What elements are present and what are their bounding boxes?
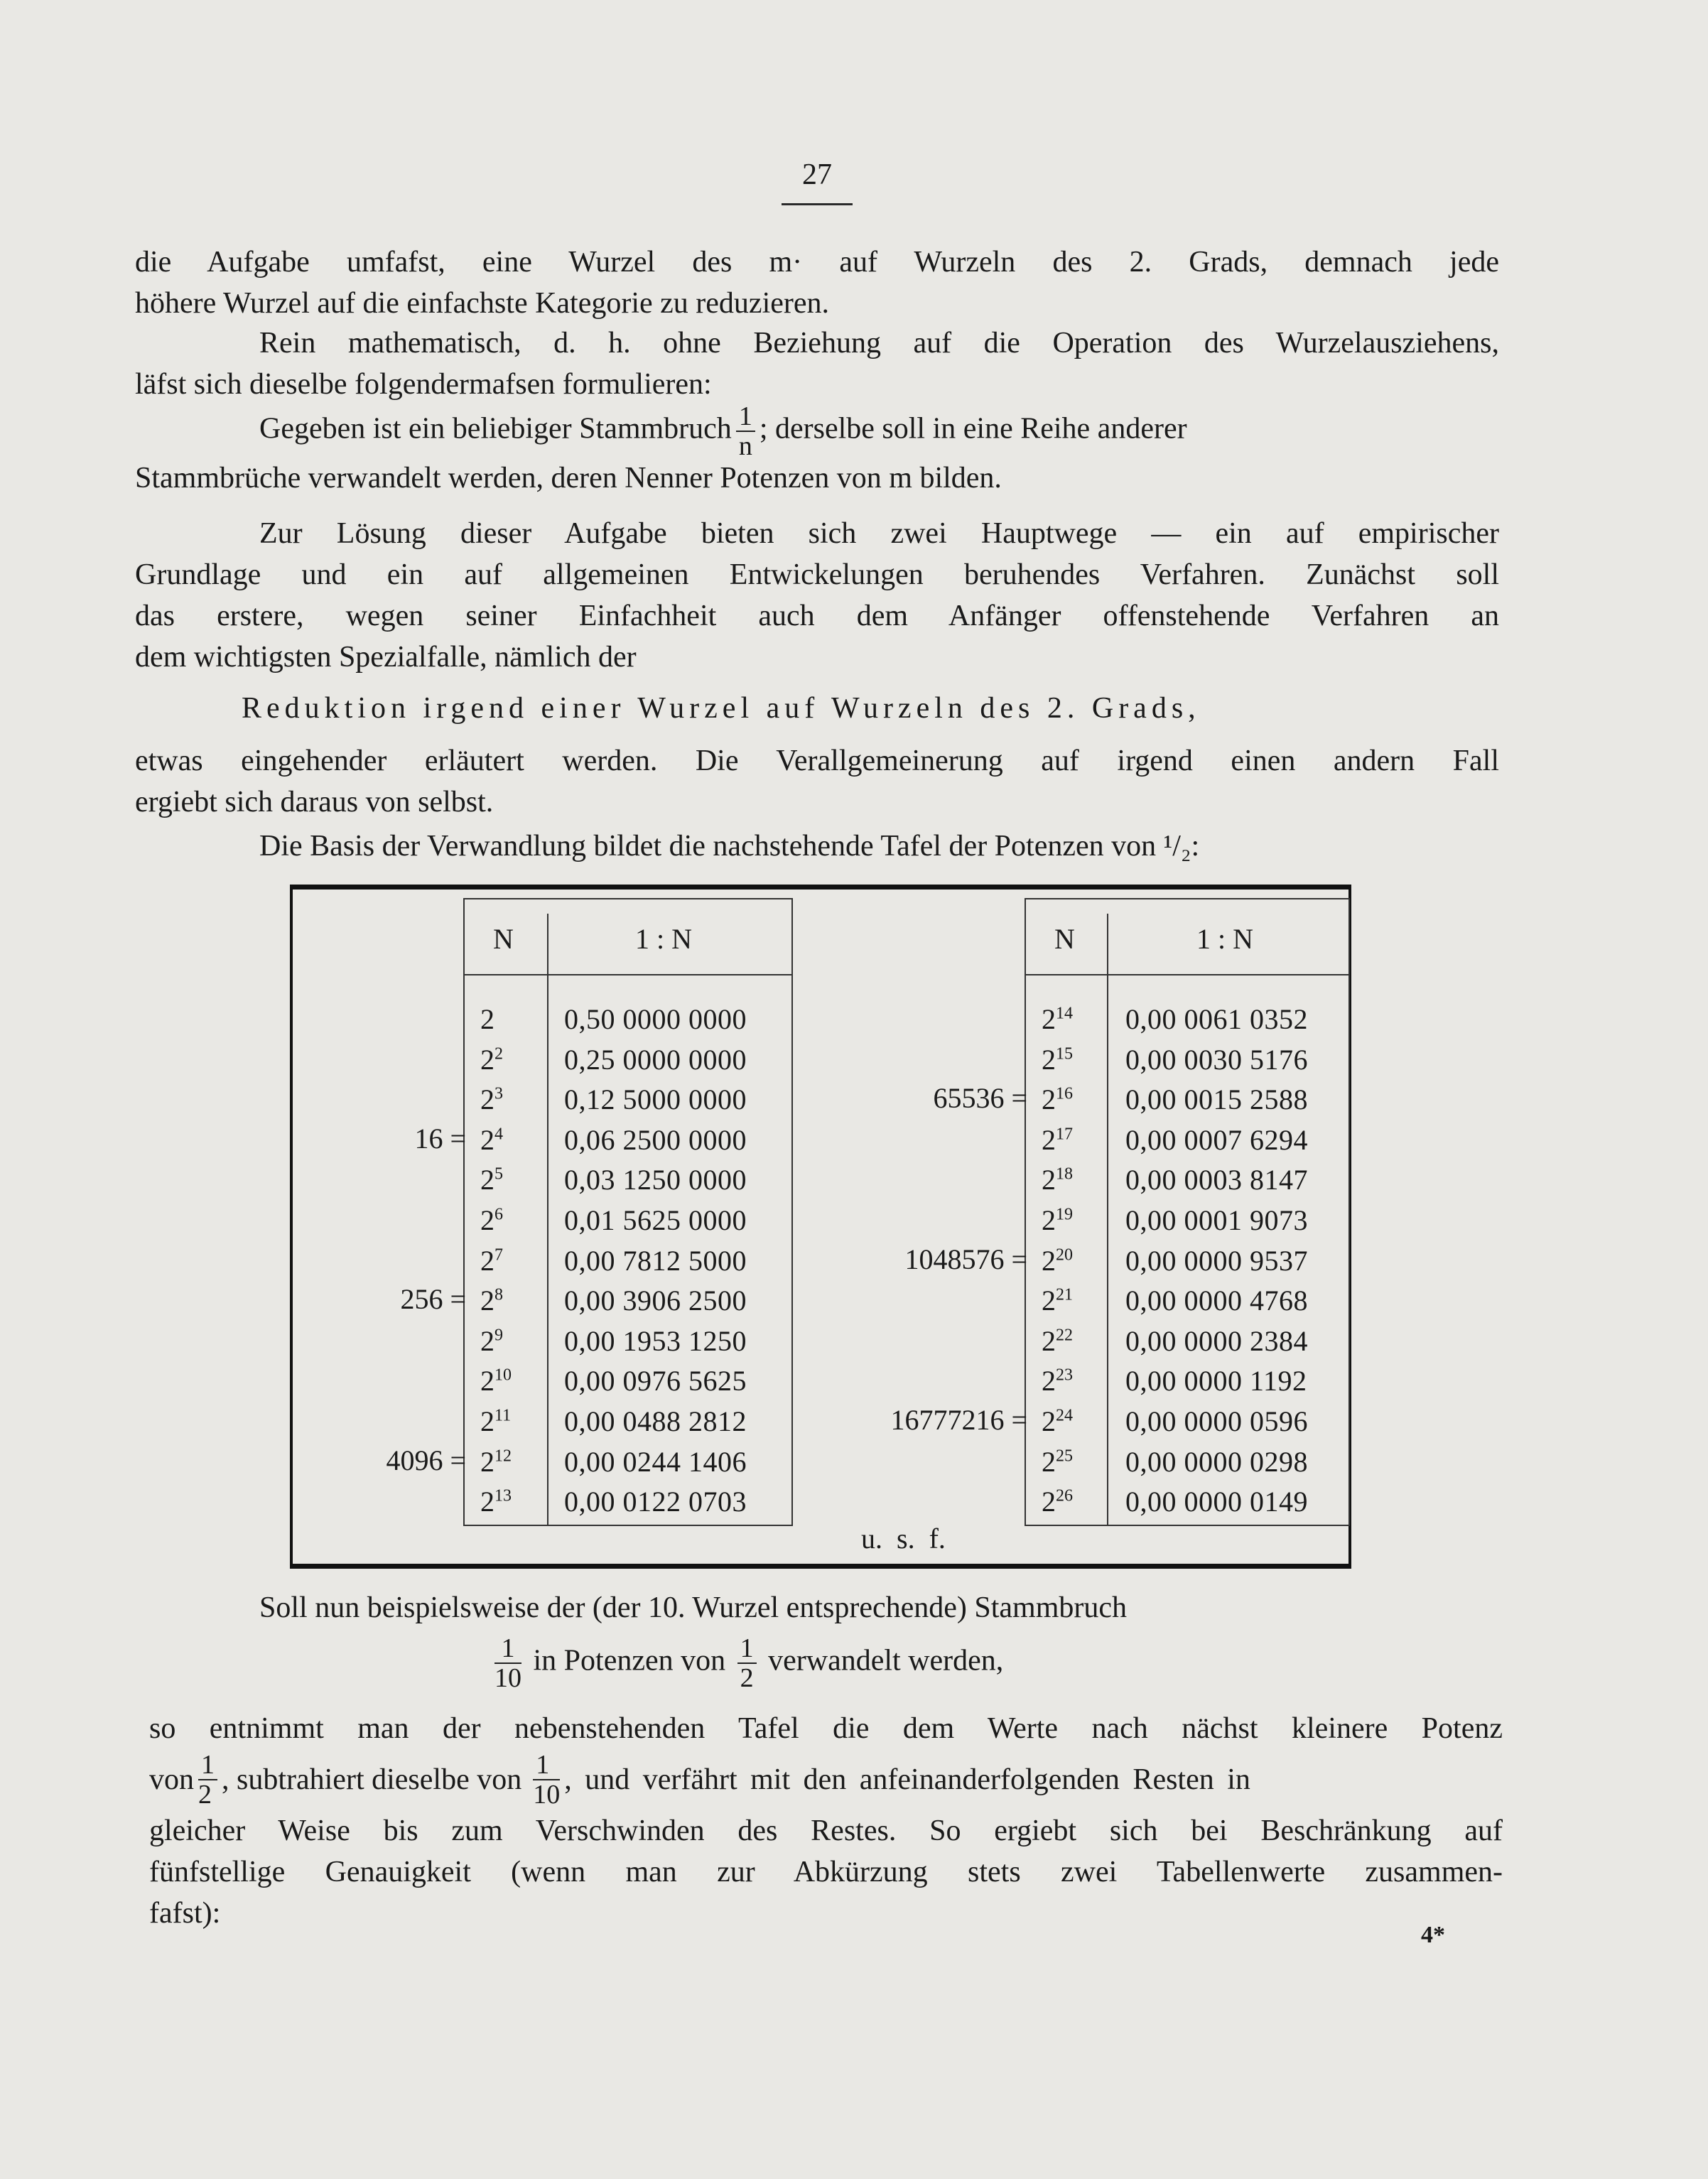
text-fragment: Die Basis der Verwandlung bildet die nachstehende Tafel der Potenzen von xyxy=(259,830,1164,863)
table-row xyxy=(1026,1043,1348,1083)
exponent: 6 xyxy=(494,1205,503,1224)
equality-label: 1048576 = xyxy=(904,1243,1027,1275)
table-row xyxy=(465,1405,791,1445)
text-line: so entnimmt man der nebenstehenden Tafel die dem Werte nach nächst kleinere Potenz xyxy=(149,1712,1503,1745)
reciprocal-value: 0,00 0030 5176 xyxy=(1125,1043,1308,1076)
table-row xyxy=(1026,1204,1348,1244)
signature-mark: 4* xyxy=(1421,1922,1445,1948)
paragraph-4 xyxy=(135,513,1499,678)
page-number-rule xyxy=(782,203,853,205)
exponent: 15 xyxy=(1056,1044,1073,1064)
fraction xyxy=(736,402,755,460)
power-cell: $2^{11}$ xyxy=(480,1405,512,1437)
text-fragment: in Potenzen von xyxy=(533,1644,726,1677)
text-line: fafst): xyxy=(149,1897,221,1930)
exponent: 10 xyxy=(494,1366,512,1385)
exponent: 19 xyxy=(1056,1205,1073,1224)
reciprocal-value: 0,00 0000 0149 xyxy=(1125,1486,1308,1518)
paragraph-7 xyxy=(135,1587,1499,1628)
paragraph-5 xyxy=(135,740,1499,823)
table-row xyxy=(465,1123,791,1164)
table-row xyxy=(465,1163,791,1204)
power-cell: $2^{20}$ xyxy=(1042,1244,1073,1277)
reciprocal-value: 0,00 7812 5000 xyxy=(564,1244,747,1277)
power-cell: $2^2$ xyxy=(480,1043,503,1076)
heading-text: Reduktion irgend einer Wurzel auf Wurzeln des 2. Grads, xyxy=(242,692,1201,725)
text-fragment: Gegeben ist ein beliebiger Stammbruch xyxy=(259,412,732,445)
table-row xyxy=(465,1284,791,1324)
table-row xyxy=(465,1204,791,1244)
text-line: ergiebt sich daraus von selbst. xyxy=(135,786,494,818)
text-line: Soll nun beispielsweise der (der 10. Wurzel entsprechende) Stammbruch xyxy=(259,1591,1128,1624)
exponent: 26 xyxy=(1056,1486,1073,1505)
power-cell: $2^3$ xyxy=(480,1083,503,1116)
exponent: 5 xyxy=(494,1165,503,1184)
power-cell: $2^{14}$ xyxy=(1042,1003,1073,1035)
power-cell: $2^{26}$ xyxy=(1042,1486,1073,1518)
paragraph-8 xyxy=(490,1634,1343,1705)
exponent: 22 xyxy=(1056,1326,1073,1345)
text-line xyxy=(135,826,1499,867)
table-row xyxy=(1026,1364,1348,1405)
table-row xyxy=(1026,1002,1348,1043)
table-row xyxy=(465,1485,791,1525)
fraction-numerator: 1 xyxy=(737,1634,757,1664)
reciprocal-value: 0,00 0122 0703 xyxy=(564,1486,747,1518)
text-fragment: ; derselbe soll in eine Reihe anderer xyxy=(759,412,1187,445)
exponent: 2 xyxy=(494,1044,503,1064)
reciprocal-value: 0,00 0000 1192 xyxy=(1125,1365,1307,1397)
table-row xyxy=(1026,1083,1348,1123)
table-row xyxy=(465,1043,791,1083)
power-cell: $2^5$ xyxy=(480,1164,503,1196)
exponent: 16 xyxy=(1056,1084,1073,1103)
equality-label: 16777216 = xyxy=(890,1404,1027,1436)
exponent: 11 xyxy=(494,1406,512,1425)
table-row xyxy=(465,1083,791,1123)
text-line xyxy=(135,401,1499,461)
reciprocal-value: 0,00 0000 0298 xyxy=(1125,1445,1308,1478)
fraction xyxy=(494,1634,521,1692)
reciprocal-value: 0,00 0061 0352 xyxy=(1125,1003,1308,1035)
powers-table xyxy=(290,885,1351,1569)
exponent: 9 xyxy=(494,1326,503,1345)
power-cell: $2^4$ xyxy=(480,1123,503,1156)
text-line: etwas eingehender erläutert werden. Die Verallgemeinerung auf irgend einen andern Fall xyxy=(135,745,1499,777)
exponent: 12 xyxy=(494,1447,512,1466)
power-cell: $2^{25}$ xyxy=(1042,1445,1073,1478)
table-row xyxy=(1026,1284,1348,1324)
fraction-denominator: 2 xyxy=(740,1663,754,1693)
power-cell: $2^9$ xyxy=(480,1324,503,1357)
header-n: N xyxy=(493,923,514,955)
table-row xyxy=(1026,1485,1348,1525)
exponent: 23 xyxy=(1056,1366,1073,1385)
power-cell: $2^{22}$ xyxy=(1042,1324,1073,1357)
fraction-denominator: 10 xyxy=(494,1663,521,1693)
reciprocal-value: 0,00 0488 2812 xyxy=(564,1405,747,1437)
reciprocal-value: 0,50 0000 0000 xyxy=(564,1003,747,1035)
table-row xyxy=(1026,1405,1348,1445)
power-cell: $2^{13}$ xyxy=(480,1486,512,1518)
paragraph-6 xyxy=(135,826,1499,867)
power-cell: $2^{23}$ xyxy=(1042,1365,1073,1397)
table-row xyxy=(1026,1445,1348,1486)
fraction xyxy=(198,1751,217,1809)
header-n: N xyxy=(1054,923,1075,955)
exponent: 21 xyxy=(1056,1285,1073,1304)
reciprocal-value: 0,00 1953 1250 xyxy=(564,1324,747,1357)
table-right-block xyxy=(1025,898,1350,1526)
equality-label: 256 = xyxy=(400,1283,466,1316)
text-line xyxy=(149,1749,1503,1810)
reciprocal-value: 0,01 5625 0000 xyxy=(564,1204,747,1236)
equality-label: 4096 = xyxy=(386,1444,466,1476)
reciprocal-value: 0,25 0000 0000 xyxy=(564,1043,747,1076)
power-cell: $2^{21}$ xyxy=(1042,1285,1073,1317)
table-row xyxy=(465,1244,791,1285)
header-reciprocal: 1 : N xyxy=(1196,923,1253,955)
exponent: 18 xyxy=(1056,1165,1073,1184)
paragraph-2 xyxy=(135,323,1499,405)
table-row xyxy=(1026,1163,1348,1204)
table-row xyxy=(465,1364,791,1405)
fraction-numerator: 1 xyxy=(736,402,755,432)
exponent: 3 xyxy=(494,1084,503,1103)
text-line: Zur Lösung dieser Aufgabe bieten sich zwei Hauptwege — ein auf empirischer xyxy=(259,517,1499,550)
reciprocal-value: 0,00 0001 9073 xyxy=(1125,1204,1308,1236)
fraction-numerator: 1 xyxy=(494,1634,521,1664)
power-cell: $2^{12}$ xyxy=(480,1445,512,1478)
text-line: Stammbrüche verwandelt werden, deren Nenner Potenzen von m bilden. xyxy=(135,462,1002,494)
reciprocal-value: 0,00 0000 4768 xyxy=(1125,1285,1308,1317)
reciprocal-value: 0,06 2500 0000 xyxy=(564,1123,747,1156)
reciprocal-value: 0,00 0003 8147 xyxy=(1125,1164,1308,1196)
table-row xyxy=(465,1002,791,1043)
text-line: die Aufgabe umfafst, eine Wurzel des m· auf Wurzeln des 2. Grads, demnach jede xyxy=(135,246,1499,279)
power-cell: $2^{17}$ xyxy=(1042,1123,1073,1156)
reciprocal-value: 0,00 0244 1406 xyxy=(564,1445,747,1478)
fraction-numerator: 1 xyxy=(533,1751,560,1780)
text-line: dem wichtigsten Spezialfalle, nämlich der xyxy=(135,641,637,674)
exponent: 25 xyxy=(1056,1447,1073,1466)
rows-left xyxy=(465,1002,791,1525)
reciprocal-value: 0,00 0007 6294 xyxy=(1125,1123,1308,1156)
text-line: Rein mathematisch, d. h. ohne Beziehung auf die Operation des Wurzelausziehens, xyxy=(259,327,1499,359)
fraction-half: ¹/₂: xyxy=(1163,830,1200,863)
power-cell: $2^7$ xyxy=(480,1244,503,1277)
reciprocal-value: 0,00 0976 5625 xyxy=(564,1365,747,1397)
paragraph-1 xyxy=(135,242,1499,324)
reciprocal-value: 0,00 0000 0596 xyxy=(1125,1405,1308,1437)
header-reciprocal: 1 : N xyxy=(635,923,692,955)
reciprocal-value: 0,00 0015 2588 xyxy=(1125,1083,1308,1116)
fraction xyxy=(737,1634,757,1692)
equality-label: 65536 = xyxy=(933,1082,1027,1115)
paragraph-9 xyxy=(149,1708,1503,1934)
exponent: 17 xyxy=(1056,1125,1073,1144)
power-cell: $2^8$ xyxy=(480,1285,503,1317)
text-line: höhere Wurzel auf die einfachste Kategorie zu reduzieren. xyxy=(135,287,830,320)
fraction-denominator: n xyxy=(738,431,752,461)
fraction xyxy=(533,1751,560,1809)
power-cell: 2 xyxy=(480,1003,494,1035)
power-cell: $2^{19}$ xyxy=(1042,1204,1073,1236)
text-line: fünfstellige Genauigkeit (wenn man zur Abkürzung stets zwei Tabellenwerte zusammen- xyxy=(149,1856,1503,1888)
power-cell: $2^{24}$ xyxy=(1042,1405,1073,1437)
text-fragment: verwandelt werden, xyxy=(768,1644,1004,1677)
fraction-numerator: 1 xyxy=(198,1751,217,1780)
reciprocal-value: 0,00 0000 2384 xyxy=(1125,1324,1308,1357)
table-row xyxy=(1026,1244,1348,1285)
table-row xyxy=(465,1445,791,1486)
paragraph-3 xyxy=(135,401,1499,499)
fraction-denominator: 10 xyxy=(533,1780,561,1810)
exponent: 4 xyxy=(494,1125,503,1144)
reciprocal-value: 0,00 3906 2500 xyxy=(564,1285,747,1317)
table-row xyxy=(465,1324,791,1365)
power-cell: $2^6$ xyxy=(480,1204,503,1236)
section-heading xyxy=(242,688,1449,729)
text-fragment: , subtrahiert dieselbe von xyxy=(222,1763,522,1796)
header-rule xyxy=(1026,974,1348,975)
fraction-denominator: 2 xyxy=(198,1780,212,1810)
exponent: 14 xyxy=(1056,1004,1073,1023)
reciprocal-value: 0,03 1250 0000 xyxy=(564,1164,747,1196)
power-cell: $2^{16}$ xyxy=(1042,1083,1073,1116)
exponent: 7 xyxy=(494,1245,503,1265)
exponent: 13 xyxy=(494,1486,512,1505)
table-left-block xyxy=(463,898,793,1526)
text-line: das erstere, wegen seiner Einfachheit auch dem Anfänger offenstehende Verfahren an xyxy=(135,600,1499,632)
exponent: 8 xyxy=(494,1285,503,1304)
equality-label: 16 = xyxy=(414,1122,466,1155)
power-cell: $2^{15}$ xyxy=(1042,1043,1073,1076)
exponent: 20 xyxy=(1056,1245,1073,1265)
text-line: läfst sich dieselbe folgendermafsen formulieren: xyxy=(135,368,712,401)
header-rule xyxy=(465,974,791,975)
reciprocal-value: 0,00 0000 9537 xyxy=(1125,1244,1308,1277)
text-fragment: von xyxy=(149,1763,194,1796)
table-footer: u. s. f. xyxy=(861,1523,946,1555)
table-row xyxy=(1026,1324,1348,1365)
power-cell: $2^{18}$ xyxy=(1042,1164,1073,1196)
reciprocal-value: 0,12 5000 0000 xyxy=(564,1083,747,1116)
text-line: Grundlage und ein auf allgemeinen Entwickelungen beruhendes Verfahren. Zunächst soll xyxy=(135,558,1499,591)
power-cell: $2^{10}$ xyxy=(480,1365,512,1397)
rows-right xyxy=(1026,1002,1348,1525)
text-line: gleicher Weise bis zum Verschwinden des Restes. So ergiebt sich bei Beschränkung auf xyxy=(149,1815,1503,1847)
text-fragment: , und verfährt mit den anfeinanderfolgenden Resten in xyxy=(564,1763,1250,1796)
exponent: 24 xyxy=(1056,1406,1073,1425)
page-number: 27 xyxy=(802,158,832,191)
table-row xyxy=(1026,1123,1348,1164)
